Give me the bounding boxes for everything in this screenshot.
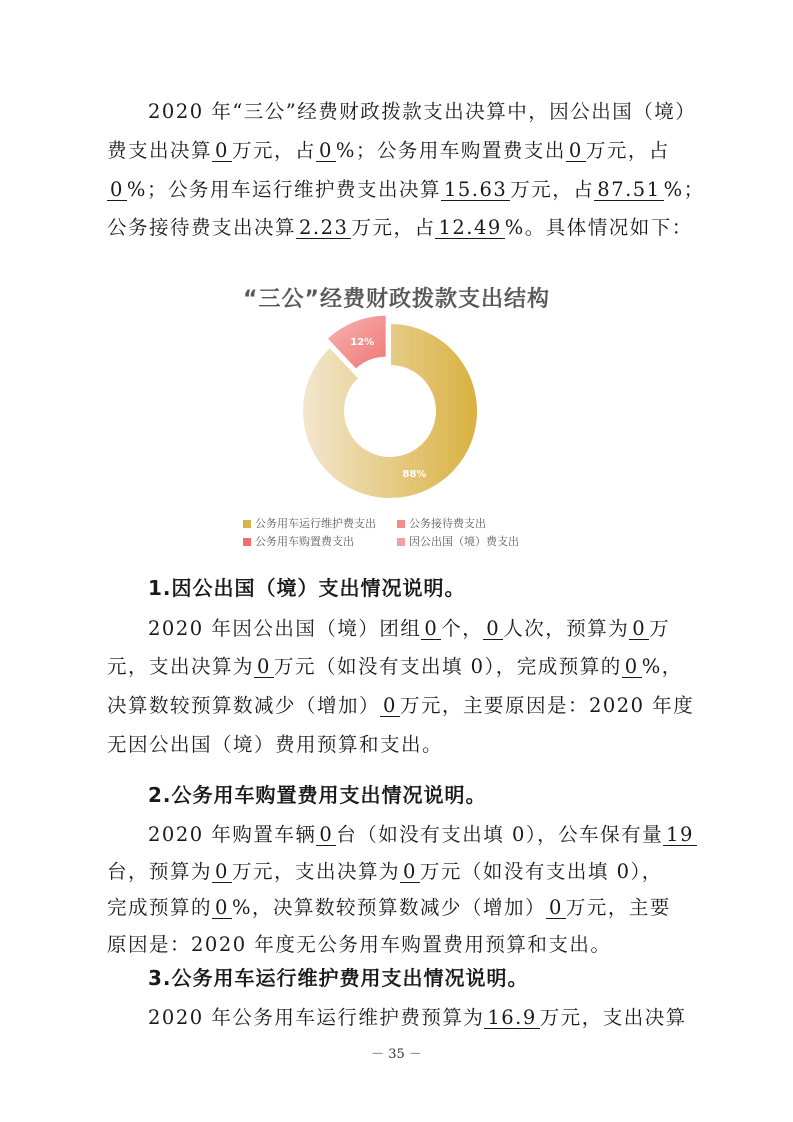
underlined-value: 0 bbox=[254, 657, 274, 678]
s1-line-4: 无因公出国（境）费用预算和支出。 bbox=[107, 733, 444, 756]
underlined-value: 0 bbox=[212, 141, 232, 162]
s2-line-4: 原因是：2020 年度无公务用车购置费用预算和支出。 bbox=[107, 933, 612, 956]
legend-item: 公务接待费支出 bbox=[397, 515, 486, 531]
slice-data-label: 88% bbox=[402, 468, 427, 480]
underlined-value: 0 bbox=[316, 825, 336, 846]
underlined-value: 0 bbox=[629, 619, 649, 640]
s2-line-1: 2020 年购置车辆 0 台（如没有支出填 0），公车保有量 19 bbox=[148, 819, 697, 847]
section-1-heading: 1.因公出国（境）支出情况说明。 bbox=[148, 576, 466, 600]
underlined-value: 0 bbox=[400, 862, 420, 883]
s1-line-3: 决算数较预算数减少（增加） 0 万元，主要原因是：2020 年度 bbox=[107, 694, 695, 717]
legend-item: 公务用车购置费支出 bbox=[243, 533, 354, 549]
section-3-heading: 3.公务用车运行维护费用支出情况说明。 bbox=[148, 966, 529, 990]
underlined-value: 0 bbox=[483, 619, 503, 640]
underlined-value: 0 bbox=[622, 657, 642, 678]
underlined-value: 0 bbox=[212, 862, 232, 883]
page-number: － 35 － bbox=[371, 1047, 422, 1062]
legend-swatch bbox=[243, 520, 251, 528]
legend-swatch bbox=[243, 538, 251, 546]
underlined-value: 0 bbox=[212, 898, 232, 919]
donut-slice bbox=[302, 323, 478, 499]
intro-line-4: 公务接待费支出决算 2.23 万元，占 12.49 %。具体情况如下： bbox=[107, 216, 693, 239]
s3-line-1: 2020 年公务用车运行维护费预算为 16.9 万元，支出决算 bbox=[148, 1006, 687, 1029]
section-2-heading: 2.公务用车购置费用支出情况说明。 bbox=[148, 783, 487, 807]
underlined-value: 0 bbox=[316, 141, 336, 162]
s2-line-3: 完成预算的 0 %，决算数较预算数减少（增加） 0 万元，主要 bbox=[107, 896, 671, 919]
legend-item: 公务用车运行维护费支出 bbox=[243, 515, 376, 531]
intro-line-1: 2020 年“三公”经费财政拨款支出决算中，因公出国（境） bbox=[148, 100, 697, 123]
underlined-value: 0 bbox=[566, 141, 586, 162]
slice-data-label: 12% bbox=[350, 336, 375, 348]
legend-swatch bbox=[397, 538, 405, 546]
s1-line-2: 元，支出决算为 0 万元（如没有支出填 0），完成预算的 0 %， bbox=[107, 655, 683, 678]
underlined-value: 87.51 bbox=[594, 180, 663, 201]
underlined-value: 2.23 bbox=[296, 218, 351, 239]
underlined-value: 0 bbox=[380, 696, 400, 717]
underlined-value: 0 bbox=[421, 619, 441, 640]
underlined-value: 19 bbox=[663, 825, 697, 846]
underlined-value: 12.49 bbox=[435, 218, 504, 239]
underlined-value: 15.63 bbox=[441, 180, 510, 201]
legend-swatch bbox=[397, 520, 405, 528]
intro-line-3: 0 %；公务用车运行维护费支出决算 15.63 万元，占 87.51 %； bbox=[107, 174, 705, 202]
s2-line-2: 台，预算为 0 万元，支出决算为 0 万元（如没有支出填 0）， bbox=[107, 860, 663, 883]
underlined-value: 16.9 bbox=[484, 1008, 539, 1029]
s1-line-1: 2020 年因公出国（境）团组 0 个， 0 人次，预算为 0 万 bbox=[148, 617, 671, 640]
donut-chart bbox=[290, 305, 500, 505]
intro-line-2: 费支出决算 0 万元，占 0 %；公务用车购置费支出 0 万元，占 bbox=[107, 139, 670, 162]
underlined-value: 0 bbox=[546, 898, 566, 919]
chart-title: “三公”经费财政拨款支出结构 bbox=[243, 287, 550, 312]
underlined-value: 0 bbox=[107, 180, 127, 201]
legend-item: 因公出国（境）费支出 bbox=[397, 533, 519, 549]
